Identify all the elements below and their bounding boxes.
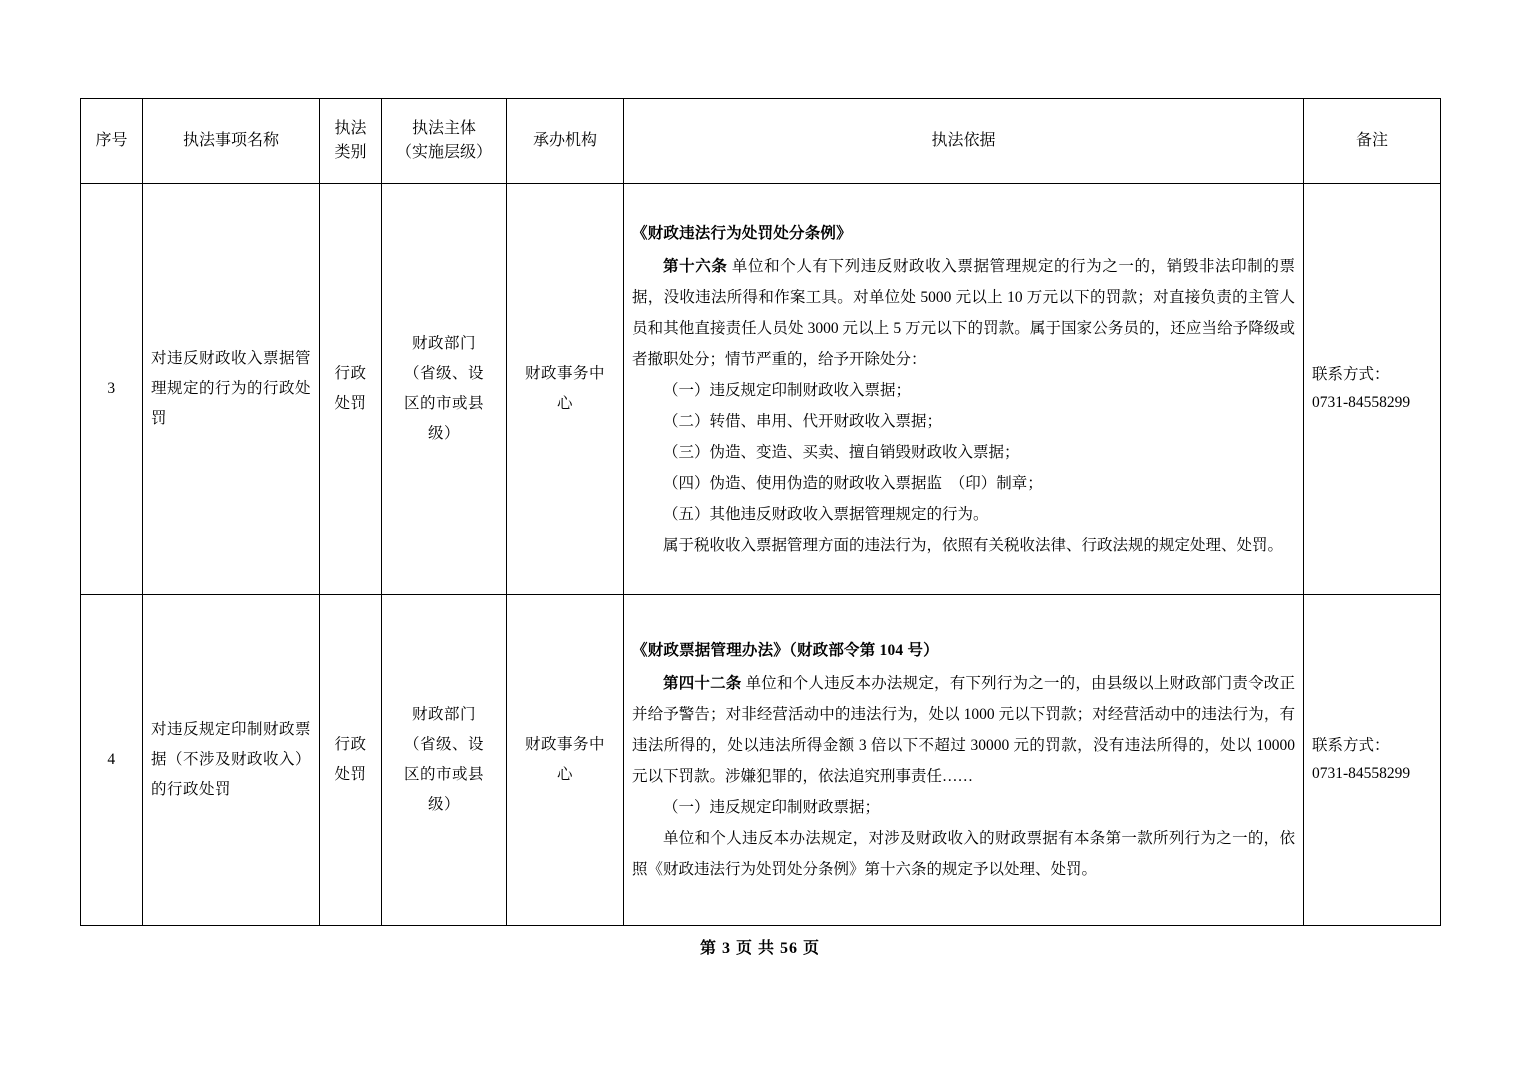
basis-paragraph: 单位和个人违反本办法规定，对涉及财政收入的财政票据有本条第一款所列行为之一的，依照《财政违法行为处罚处分条例》第十六条的规定予以处理、处罚。 [632, 830, 1295, 878]
row-remark-phone: 0731-84558299 [1312, 394, 1411, 411]
basis-article-no: 第十六条 [663, 257, 728, 275]
basis-title: 《财政违法行为处罚处分条例》 [632, 224, 852, 242]
row-remark [1304, 184, 1441, 595]
row-name: 对违反财政收入票据管理规定的行为的行政处罚 [143, 184, 320, 595]
basis-item: （一）违反规定印制财政票据； [663, 799, 881, 816]
basis-item: （三）伪造、变造、买卖、擅自销毁财政收入票据； [663, 443, 1020, 461]
basis-paragraph [632, 668, 1295, 792]
table-row [81, 184, 1441, 595]
table-row [81, 595, 1441, 926]
row-subject-line2: （省级、设 [403, 735, 484, 753]
row-type-line2: 处罚 [334, 766, 367, 783]
row-basis [624, 184, 1304, 595]
row-basis [624, 595, 1304, 926]
row-org-line2: 心 [556, 766, 573, 783]
row-org-line1: 财政事务中 [524, 735, 605, 753]
row-remark-label: 联系方式： [1312, 737, 1390, 755]
row-org [507, 184, 624, 595]
basis-item: （五）其他违反财政收入票据管理规定的行为。 [663, 505, 989, 523]
row-seq: 4 [81, 595, 143, 926]
row-subject-line3: 区的市或县 [403, 395, 484, 412]
table-header-row [81, 99, 1441, 184]
header-subject [382, 99, 507, 184]
header-seq: 序号 [81, 99, 143, 184]
basis-title: 《财政票据管理办法》（财政部令第 104 号） [632, 642, 939, 659]
row-remark [1304, 595, 1441, 926]
row-remark-phone: 0731-84558299 [1312, 765, 1411, 782]
basis-paragraph-text: 单位和个人有下列违反财政收入票据管理规定的行为之一的，销毁非法印制的票据，没收违法所得和作案工具。对单位处 5000 元以上 10 万元以下的罚款；对直接负责的主管人员和其他直接责任人员处 3000 元以上 5 万元以下的罚款。属于国家公务员的，还应当给予降级或者撤职处分；情节严重的，给予开除处分： [632, 257, 1295, 368]
header-name: 执法事项名称 [143, 99, 320, 184]
header-subject-line2: （实施层级） [395, 144, 492, 161]
row-name: 对违反规定印制财政票据（不涉及财政收入）的行政处罚 [143, 595, 320, 926]
row-type-line1: 行政 [334, 735, 367, 753]
row-remark-label: 联系方式： [1312, 366, 1390, 384]
header-org: 承办机构 [507, 99, 624, 184]
basis-paragraph: 属于税收收入票据管理方面的违法行为，依照有关税收法律、行政法规的规定处理、处罚。 [663, 536, 1284, 554]
header-type [320, 99, 382, 184]
law-enforcement-table [80, 98, 1441, 926]
header-type-line1: 执法 [334, 120, 367, 137]
header-basis: 执法依据 [624, 99, 1304, 184]
header-remark: 备注 [1304, 99, 1441, 184]
basis-paragraph-text: 单位和个人违反本办法规定，有下列行为之一的，由县级以上财政部门责令改正并给予警告；对非经营活动中的违法行为，处以 1000 元以下罚款；对经营活动中的违法行为，有违法所得的，处以违法所得金额 3 倍以下不超过 30000 元的罚款，没有违法所得的，处以 10000 元以下罚款。涉嫌犯罪的，依法追究刑事责任…… [632, 675, 1295, 785]
row-org-line1: 财政事务中 [524, 364, 605, 382]
row-org-line2: 心 [556, 395, 573, 412]
basis-paragraph [632, 251, 1295, 375]
header-type-line2: 类别 [334, 144, 367, 161]
row-type [320, 595, 382, 926]
row-subject-line1: 财政部门 [411, 705, 476, 723]
row-subject-line2: （省级、设 [403, 364, 484, 382]
row-seq: 3 [81, 184, 143, 595]
row-subject-line1: 财政部门 [411, 334, 476, 352]
row-org [507, 595, 624, 926]
row-subject [382, 184, 507, 595]
row-subject-line3: 区的市或县 [403, 766, 484, 783]
basis-item: （一）违反规定印制财政收入票据； [663, 381, 912, 399]
row-type [320, 184, 382, 595]
row-subject [382, 595, 507, 926]
basis-item: （二）转借、串用、代开财政收入票据； [663, 412, 943, 430]
page-footer: 第 3 页 共 56 页 [699, 940, 820, 957]
basis-article-no: 第四十二条 [663, 675, 742, 692]
row-subject-line4: 级） [427, 796, 460, 814]
row-type-line2: 处罚 [334, 395, 367, 412]
row-subject-line4: 级） [427, 425, 460, 443]
row-type-line1: 行政 [334, 364, 367, 382]
header-subject-line1: 执法主体 [411, 120, 476, 137]
basis-item: （四）伪造、使用伪造的财政收入票据监 （印）制章； [663, 474, 1043, 492]
